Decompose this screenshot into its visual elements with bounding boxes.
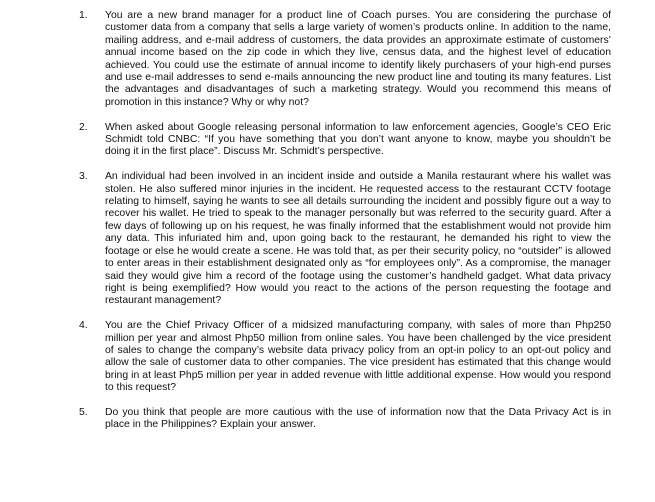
question-list: [79, 10, 611, 444]
question-item-2: [79, 122, 611, 159]
question-item-1: [79, 10, 611, 109]
question-item-5: [79, 407, 611, 432]
question-text: You are the Chief Privacy Officer of a midsized manufacturing company, with sales of more than Php250 million per year and almost Php50 million from online sales. You have been challenged by the vice president of sales to change the company’s website data privacy policy from an opt-in policy to an opt-out policy and allow the sale of customer data to other companies. The vice president has estimated that this change would bring in at least Php5 million per year in added revenue with little additional expense. How would you respond to this request?: [105, 320, 611, 394]
question-number: 3.: [79, 171, 88, 183]
question-text: When asked about Google releasing personal information to law enforcement agencies, Google’s CEO Eric Schmidt told CNBC: “If you have something that you don’t want anyone to know, maybe you shouldn’t be doing it in the first place”. Discuss Mr. Schmidt’s perspective.: [105, 121, 611, 158]
question-text: An individual had been involved in an incident inside and outside a Manila restaurant where his wallet was stolen. He also suffered minor injuries in the incident. He requested access to the restaurant CCTV footage relating to himself, saying he wants to see all details surrounding the incident and possibly figure out a way to recover his wallet. He tried to speak to the manager personally but was referred to the security guard. After a few days of following up on his request, he was finally informed that the establishment would not provide him any data. This infuriated him and, upon going back to the restaurant, he demanded his right to view the footage or else he would create a scene. He was told that, as per their security policy, no “outsider” is allowed to enter areas in their establishment designated only as “for employees only”. As a compromise, the manager said they would give him a record of the footage using the customer’s handheld gadget. What data privacy right is being exemplified? How would you react to the actions of the person requesting the footage and restaurant management?: [105, 171, 611, 307]
question-number: 2.: [79, 121, 88, 133]
question-number: 4.: [79, 320, 88, 332]
question-item-3: [79, 171, 611, 307]
question-text: Do you think that people are more cautious with the use of information now that the Data Privacy Act is in place in the Philippines? Explain your answer.: [105, 406, 611, 431]
question-item-4: [79, 320, 611, 394]
question-number: 5.: [79, 406, 88, 418]
question-number: 1.: [79, 10, 88, 21]
question-text: You are a new brand manager for a product line of Coach purses. You are considering the purchase of customer data from a company that sells a large variety of women’s products online. In addition to the name, mailing address, and e-mail address of customers, the data provides an approximate estimate of customers’ annual income based on the zip code in which they live, census data, and the highest level of education achieved. You could use the estimate of annual income to identify likely purchasers of your high-end purses and use e-mail addresses to send e-mails announcing the new product line and touting its many features. List the advantages and disadvantages of such a marketing strategy. Would you recommend this means of promotion in this instance? Why or why not?: [105, 10, 611, 108]
